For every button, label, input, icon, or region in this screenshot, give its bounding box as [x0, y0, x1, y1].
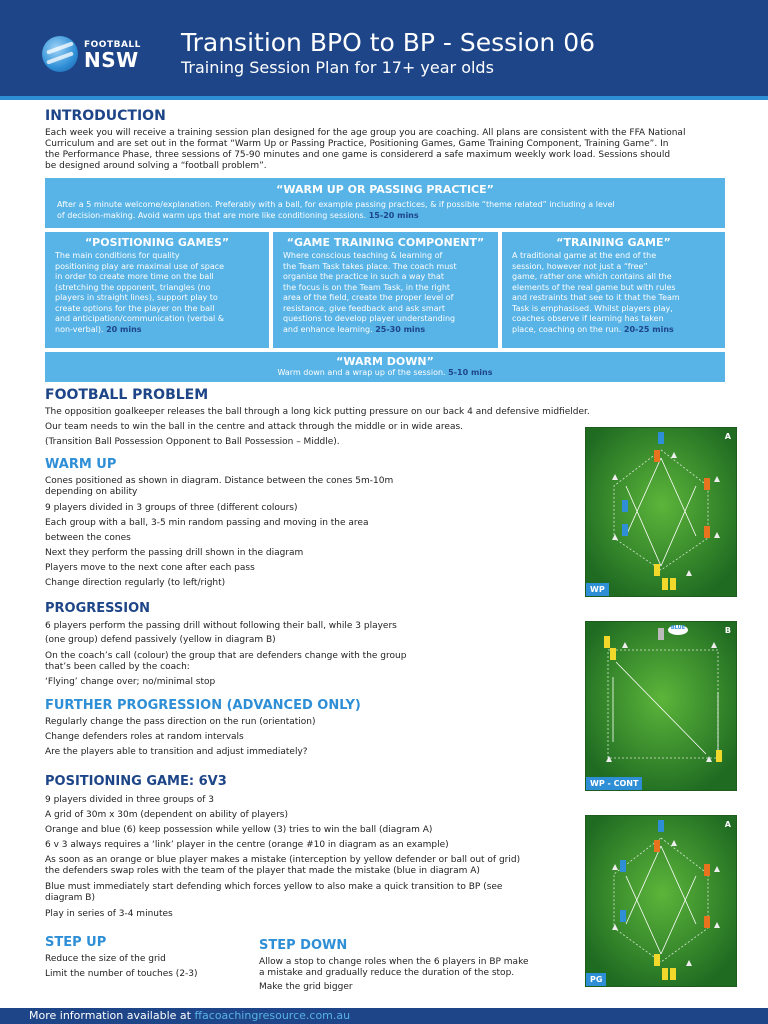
warm-up-cont-pitch-drawing: [586, 622, 737, 791]
warm-up-box-title: “WARM UP OR PASSING PRACTICE”: [276, 183, 494, 196]
box-line: and enhance learning.: [283, 324, 373, 334]
warm-up-line: Cones positioned as shown in diagram. Distance between the cones 5m-10m: [45, 476, 394, 486]
diagram-tag: WP: [586, 583, 609, 596]
step-down-line: Allow a stop to change roles when the 6 players in BP make: [259, 957, 529, 967]
box-line: organise the practice in such a way that: [283, 272, 445, 281]
warm-up-line: depending on ability: [45, 487, 138, 497]
step-down-line: a mistake and gradually reduce the duration of the stop.: [259, 968, 515, 978]
warm-up-box-mins: 15-20 mins: [368, 211, 419, 220]
game-training-text: [283, 251, 457, 335]
box-line: Where conscious teaching & learning of: [283, 251, 443, 260]
box-line: game, rather one which contains all the: [512, 272, 672, 281]
football-problem-line: (Transition Ball Possession Opponent to Ball Possession – Middle).: [45, 437, 340, 447]
box-line: area of the field, create the proper level of: [283, 293, 454, 302]
step-up-heading: STEP UP: [45, 935, 107, 950]
warm-up-line: 9 players divided in 3 groups of three (different colours): [45, 503, 298, 513]
positioning-game-line: 9 players divided in three groups of 3: [45, 795, 214, 805]
football-problem-line: Our team needs to win the ball in the centre and attack through the middle or in wide areas.: [45, 422, 464, 432]
warm-up-box-line: After a 5 minute welcome/explanation. Preferably with a ball, for example passing practices, & if possible “theme related” including a level: [57, 200, 615, 209]
box-line: non-verbal).: [55, 324, 104, 334]
diagram-tag: PG: [586, 973, 606, 986]
diagram-letter: A: [724, 432, 731, 441]
box-line: resistance, give feedback and ask smart: [283, 303, 446, 313]
positioning-game-line: As soon as an orange or blue player makes a mistake (interception by yellow defender or ball out of grid): [45, 855, 521, 865]
page-footer: [0, 1008, 768, 1024]
warm-up-line: Players move to the next cone after each pass: [45, 563, 255, 573]
further-progression-heading: FURTHER PROGRESSION (ADVANCED ONLY): [45, 698, 361, 713]
introduction-heading: INTRODUCTION: [45, 108, 166, 124]
warm-down-title: “WARM DOWN”: [336, 355, 434, 368]
positioning-games-box: [45, 232, 269, 348]
box-line: place, coaching on the run.: [512, 324, 622, 334]
warm-up-box: [45, 178, 725, 228]
box-line: positioning play are maximal use of space: [55, 261, 225, 271]
box-line: A traditional game at the end of the: [512, 251, 657, 260]
box-line: questions to develop player understanding: [283, 314, 456, 323]
warm-down-mins: 5-10 mins: [448, 368, 493, 377]
diagram-tag: WP - CONT: [586, 777, 642, 790]
diagram-warm-up-cont: [585, 621, 737, 791]
step-up-line: Limit the number of touches (2-3): [45, 969, 198, 979]
box-line: and restraints that see to it that the Team: [512, 293, 680, 302]
warm-up-box-line-2: [57, 211, 419, 222]
warm-up-line: between the cones: [45, 533, 131, 543]
intro-line: the Performance Phase, three sessions of 75-90 minutes and one game is considererd a safe maximum weekly work load. Sessions should: [45, 150, 671, 160]
positioning-game-line: Blue must immediately start defending which forces yellow to also make a quick transition to BP (see: [45, 882, 503, 892]
positioning-game-heading: POSITIONING GAME: 6V3: [45, 774, 227, 789]
step-down-line: Make the grid bigger: [259, 982, 353, 992]
progression-line: On the coach’s call (colour) the group that are defenders change with the group: [45, 651, 407, 661]
further-progression-line: Are the players able to transition and adjust immediately?: [45, 747, 308, 757]
warm-up-box-text: of decision-making. Avoid warm ups that are more like conditioning sessions.: [57, 211, 367, 220]
progression-line: 6 players perform the passing drill without following their ball, while 3 players: [45, 621, 397, 631]
positioning-games-text: [55, 251, 224, 335]
box-line: the Team Task takes place. The coach must: [283, 261, 457, 271]
logo-text-bottom: NSW: [84, 48, 139, 72]
page-subtitle: Training Session Plan for 17+ year olds: [181, 58, 494, 77]
further-progression-line: Regularly change the pass direction on the run (orientation): [45, 717, 316, 727]
training-game-box: [502, 232, 725, 348]
warm-up-heading: WARM UP: [45, 457, 117, 472]
intro-line: be designed around solving a “football problem”.: [45, 161, 267, 171]
box-line: and anticipation/communication (verbal &: [55, 314, 225, 323]
warm-up-line: Next they perform the passing drill shown in the diagram: [45, 548, 304, 558]
step-down-heading: STEP DOWN: [259, 938, 348, 953]
footer-label: More information available at: [29, 1009, 195, 1022]
box-line: session, however not just a “free”: [512, 261, 648, 271]
coach-call-bubble: BLUE: [670, 625, 686, 631]
footer-text: [29, 1009, 350, 1022]
diagram-warm-up: [585, 427, 737, 597]
positioning-game-pitch-drawing: [586, 816, 737, 987]
step-up-line: Reduce the size of the grid: [45, 954, 166, 964]
box-line-last: [512, 325, 680, 336]
intro-line: Curriculum and are set out in the format “Warm Up or Passing Practice, Positioning Games, Game Training Component, Training Game”. In: [45, 139, 669, 149]
warm-down-box: [45, 352, 725, 382]
progression-heading: PROGRESSION: [45, 601, 151, 616]
training-game-text: [512, 251, 680, 335]
box-line: The main conditions for quality: [55, 251, 180, 260]
game-training-mins: 25-30 mins: [375, 324, 426, 334]
intro-line: Each week you will receive a training session plan designed for the age group you are coaching. All plans are consistent with the FFA National: [45, 128, 686, 138]
positioning-game-line: the defenders swap roles with the team of the player that made the mistake (blue in diagram A): [45, 866, 480, 876]
warm-down-line: [45, 368, 725, 379]
box-line-last: [55, 325, 224, 336]
box-line: create options for the player on the ball: [55, 303, 215, 313]
training-game-title: “TRAINING GAME”: [556, 236, 671, 249]
positioning-game-line: Play in series of 3-4 minutes: [45, 909, 173, 919]
box-line-last: [283, 325, 457, 336]
progression-line: (one group) defend passively (yellow in diagram B): [45, 635, 276, 645]
football-problem-line: The opposition goalkeeper releases the ball through a long kick putting pressure on our back 4 and defensive midfielder.: [45, 407, 590, 417]
box-line: the focus is on the Team Task, in the right: [283, 282, 451, 292]
positioning-game-line: diagram B): [45, 893, 95, 903]
warm-up-line: Change direction regularly (to left/right): [45, 578, 226, 588]
game-training-title: “GAME TRAINING COMPONENT”: [286, 236, 485, 249]
logo-text-top: FOOTBALL: [84, 40, 141, 50]
training-game-mins: 20-25 mins: [623, 324, 674, 334]
football-problem-heading: FOOTBALL PROBLEM: [45, 387, 209, 403]
box-line: elements of the real game but with rules: [512, 282, 676, 292]
warm-up-pitch-drawing: [586, 428, 737, 597]
football-nsw-logo: [42, 34, 142, 74]
diagram-positioning-game: [585, 815, 737, 987]
diagram-letter: B: [724, 626, 731, 635]
box-line: in order to create more time on the ball: [55, 272, 214, 281]
box-line: Task is emphasised. Whilst players play,: [512, 303, 673, 313]
positioning-game-line: 6 v 3 always requires a ‘link’ player in the centre (orange #10 in diagram as an example): [45, 840, 449, 850]
progression-line: ‘Flying’ change over; no/minimal stop: [45, 677, 216, 687]
page-title: Transition BPO to BP - Session 06: [181, 28, 596, 57]
coaching-resource-link[interactable]: ffacoachingresource.com.au: [194, 1009, 351, 1022]
globe-icon: [42, 36, 78, 72]
box-line: players in straight lines), support play to: [55, 293, 218, 302]
warm-down-text: Warm down and a wrap up of the session.: [277, 368, 446, 377]
box-line: (stretching the opponent, triangles (no: [55, 282, 211, 292]
warm-up-line: Each group with a ball, 3-5 min random passing and moving in the area: [45, 518, 369, 528]
positioning-games-title: “POSITIONING GAMES”: [84, 236, 230, 249]
positioning-game-line: A grid of 30m x 30m (dependent on ability of players): [45, 810, 288, 820]
further-progression-line: Change defenders roles at random intervals: [45, 732, 244, 742]
page-header: [0, 0, 768, 100]
game-training-box: [273, 232, 498, 348]
diagram-letter: A: [724, 820, 731, 829]
positioning-game-line: Orange and blue (6) keep possession while yellow (3) tries to win the ball (diagram A): [45, 825, 433, 835]
progression-line: that’s been called by the coach:: [45, 662, 190, 672]
positioning-games-mins: 20 mins: [106, 324, 142, 334]
box-line: coaches observe if learning has taken: [512, 314, 664, 323]
